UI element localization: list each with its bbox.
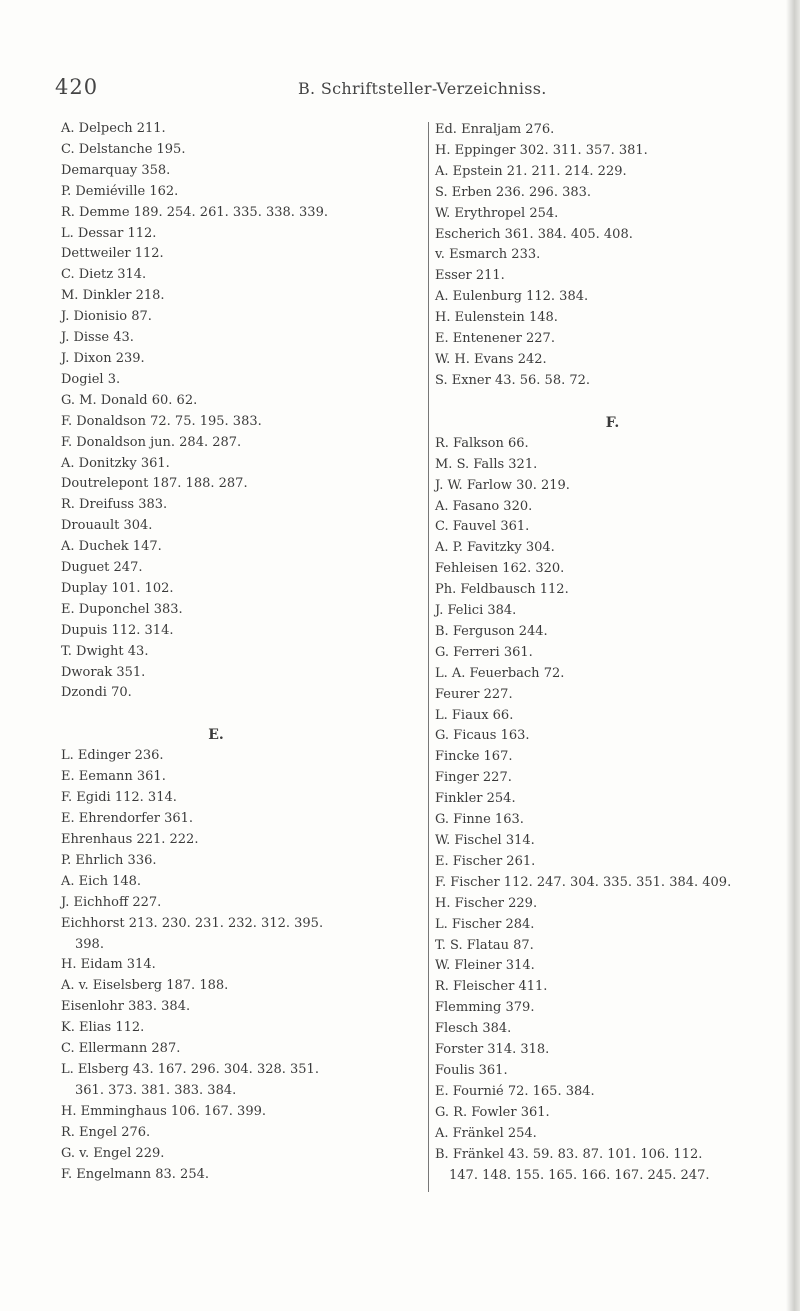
left-column xyxy=(61,119,411,1185)
index-entry: H. Eulenstein 148. xyxy=(435,310,558,326)
index-entry: H. Fischer 229. xyxy=(435,895,538,911)
index-entry: C. Dietz 314. xyxy=(61,267,147,283)
index-entry: E. Fournié 72. 165. 384. xyxy=(435,1083,595,1099)
index-entry: Dogiel 3. xyxy=(61,371,121,387)
index-entry: Drouault 304. xyxy=(61,518,153,534)
index-entry: P. Ehrlich 336. xyxy=(61,852,157,868)
index-entry: L. Elsberg 43. 167. 296. 304. 328. 351. xyxy=(61,1061,319,1077)
index-entry: Duguet 247. xyxy=(61,560,143,576)
index-entry: W. H. Evans 242. xyxy=(435,351,547,367)
index-entry: F. Fischer 112. 247. 304. 335. 351. 384. 409. xyxy=(435,874,732,890)
index-entry: Eichhorst 213. 230. 231. 232. 312. 395. xyxy=(61,915,324,931)
index-entry: Duplay 101. 102. xyxy=(61,580,174,596)
index-entry: Ed. Enraljam 276. xyxy=(435,122,555,137)
index-entry: L. A. Feuerbach 72. xyxy=(435,665,565,681)
index-entry: T. S. Flatau 87. xyxy=(435,937,534,953)
index-entry: C. Fauvel 361. xyxy=(435,519,530,535)
index-entry: Dzondi 70. xyxy=(61,685,132,701)
index-entry: A. Donitzky 361. xyxy=(61,455,170,471)
index-entry: J. W. Farlow 30. 219. xyxy=(435,477,570,493)
index-entry: Foulis 361. xyxy=(435,1062,508,1078)
index-entry: G. Ferreri 361. xyxy=(435,644,533,660)
index-entry: G. Ficaus 163. xyxy=(435,728,530,744)
section-heading: E. xyxy=(208,727,224,744)
index-entry: J. Felici 384. xyxy=(435,603,517,619)
index-entry: L. Fiaux 66. xyxy=(435,707,514,723)
index-entry: F. Donaldson 72. 75. 195. 383. xyxy=(61,413,262,429)
index-entry: L. Edinger 236. xyxy=(61,748,164,764)
index-entry: 147. 148. 155. 165. 166. 167. 245. 247. xyxy=(449,1167,710,1183)
index-entry: S. Exner 43. 56. 58. 72. xyxy=(435,372,591,388)
index-entry: Forster 314. 318. xyxy=(435,1042,550,1058)
index-entry: J. Dixon 239. xyxy=(61,350,145,366)
index-entry: Flesch 384. xyxy=(435,1021,512,1037)
index-entry: A. Epstein 21. 211. 214. 229. xyxy=(435,163,627,179)
column-divider xyxy=(428,122,429,1192)
index-entry: R. Dreifuss 383. xyxy=(61,497,168,513)
index-entry: Esser 211. xyxy=(435,268,505,284)
index-entry: A. v. Eiselsberg 187. 188. xyxy=(61,978,229,994)
page-number: 420 xyxy=(55,75,99,99)
index-entry: Finger 227. xyxy=(435,770,512,786)
section-heading: F. xyxy=(605,414,620,431)
index-entry: v. Esmarch 233. xyxy=(435,247,541,263)
index-entry: A. Eulenburg 112. 384. xyxy=(435,289,589,305)
index-entry: M. S. Falls 321. xyxy=(435,456,538,472)
index-entry: Fehleisen 162. 320. xyxy=(435,561,565,577)
index-entry: H. Eidam 314. xyxy=(61,957,156,973)
index-entry: H. Eppinger 302. 311. 357. 381. xyxy=(435,142,648,158)
index-entry: E. Ehrendorfer 361. xyxy=(61,811,194,827)
index-entry: F. Egidi 112. 314. xyxy=(61,790,177,806)
index-entry: E. Entenener 227. xyxy=(435,331,555,347)
index-entry: L. Fischer 284. xyxy=(435,916,535,932)
index-entry: A. Eich 148. xyxy=(61,873,142,889)
index-entry: K. Elias 112. xyxy=(61,1020,145,1036)
index-entry: S. Erben 236. 296. 383. xyxy=(435,184,592,200)
index-entry: J. Dionisio 87. xyxy=(61,309,152,325)
index-entry: Ehrenhaus 221. 222. xyxy=(61,832,199,847)
index-entry: L. Dessar 112. xyxy=(61,225,157,241)
index-entry: F. Donaldson jun. 284. 287. xyxy=(61,434,242,450)
index-entry: G. R. Fowler 361. xyxy=(435,1104,550,1120)
index-entry: A. P. Favitzky 304. xyxy=(435,540,555,556)
index-entry: R. Falkson 66. xyxy=(435,435,529,451)
index-entry: A. Delpech 211. xyxy=(61,121,166,136)
page-edge-shadow xyxy=(786,0,800,1311)
index-entry: P. Demiéville 162. xyxy=(61,183,179,199)
index-entry: J. Disse 43. xyxy=(61,330,134,346)
index-entry: Feurer 227. xyxy=(435,686,513,702)
index-entry: W. Erythropel 254. xyxy=(435,205,559,221)
index-entry: Demarquay 358. xyxy=(61,162,171,178)
index-entry: Flemming 379. xyxy=(435,1000,535,1016)
index-entry: H. Emminghaus 106. 167. 399. xyxy=(61,1103,266,1119)
index-entry: B. Fränkel 43. 59. 83. 87. 101. 106. 112. xyxy=(435,1146,703,1162)
index-entry: Dworak 351. xyxy=(61,664,146,680)
index-entry: W. Fischel 314. xyxy=(435,833,535,848)
index-entry: Escherich 361. 384. 405. 408. xyxy=(435,226,633,242)
index-entry: 361. 373. 381. 383. 384. xyxy=(75,1082,237,1098)
index-entry: W. Fleiner 314. xyxy=(435,958,535,974)
right-column xyxy=(435,120,790,1186)
index-entry: Doutrelepont 187. 188. 287. xyxy=(61,476,248,492)
index-entry: G. v. Engel 229. xyxy=(61,1145,165,1161)
index-entry: C. Delstanche 195. xyxy=(61,141,186,157)
index-entry: M. Dinkler 218. xyxy=(61,288,165,304)
index-entry: F. Engelmann 83. 254. xyxy=(61,1166,210,1182)
index-entry: 398. xyxy=(75,936,104,952)
index-entry: J. Eichhoff 227. xyxy=(61,894,162,910)
index-entry: C. Ellermann 287. xyxy=(61,1041,181,1057)
index-entry: Eisenlohr 383. 384. xyxy=(61,999,191,1015)
index-entry: Dupuis 112. 314. xyxy=(61,622,174,638)
index-entry: G. M. Donald 60. 62. xyxy=(61,392,198,408)
index-entry: Finkler 254. xyxy=(435,791,516,807)
index-entry: Dettweiler 112. xyxy=(61,246,164,262)
index-entry: T. Dwight 43. xyxy=(61,643,149,659)
index-entry: E. Eemann 361. xyxy=(61,769,166,785)
index-entry: E. Duponchel 383. xyxy=(61,601,183,617)
index-entry: E. Fischer 261. xyxy=(435,853,536,869)
index-entry: R. Fleischer 411. xyxy=(435,979,548,995)
index-entry: Fincke 167. xyxy=(435,749,513,765)
index-entry: A. Fränkel 254. xyxy=(435,1125,537,1141)
index-entry: A. Duchek 147. xyxy=(61,539,162,555)
index-entry: A. Fasano 320. xyxy=(435,498,533,514)
index-entry: R. Engel 276. xyxy=(61,1124,151,1140)
index-entry: Ph. Feldbausch 112. xyxy=(435,582,569,598)
index-entry: G. Finne 163. xyxy=(435,812,524,828)
running-head: B. Schriftsteller-Verzeichniss. xyxy=(298,79,547,98)
index-entry: R. Demme 189. 254. 261. 335. 338. 339. xyxy=(61,204,328,220)
index-entry: B. Ferguson 244. xyxy=(435,623,548,639)
